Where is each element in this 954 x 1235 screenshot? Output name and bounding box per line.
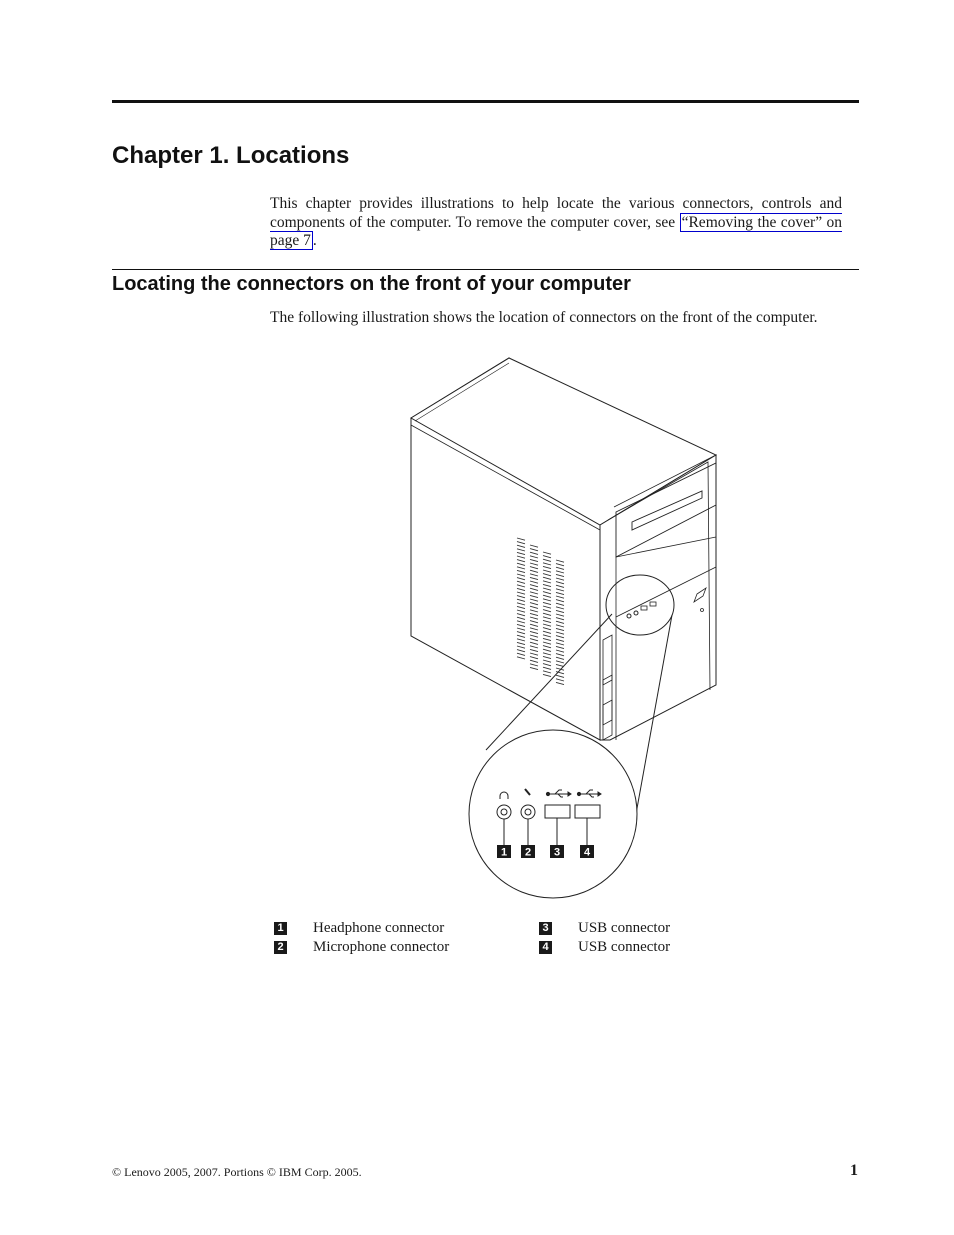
legend-number: 3	[539, 922, 552, 935]
legend-number: 1	[274, 922, 287, 935]
legend-label: Headphone connector	[313, 920, 445, 936]
legend-item	[539, 938, 670, 957]
legend-label: USB connector	[578, 939, 671, 955]
removing-cover-link[interactable]: “Removing the cover” on page 7	[270, 213, 842, 249]
callout-4: 4	[583, 846, 591, 859]
callout-1: 1	[500, 846, 508, 859]
top-rule	[112, 100, 859, 103]
section-paragraph: The following illustration shows the location of connectors on the front of the computer.	[270, 309, 818, 326]
enlarged-view-circle	[469, 730, 637, 898]
legend-label: USB connector	[578, 920, 671, 936]
callout-3: 3	[553, 846, 561, 859]
legend-label: Microphone connector	[313, 939, 450, 955]
intro-end: .	[312, 232, 317, 249]
callout-2: 2	[524, 846, 532, 859]
intro-text: This chapter provides illustrations to help locate the various connectors, controls and components of the computer. To remove the computer cover, see	[270, 195, 842, 231]
page-number: 1	[850, 1162, 858, 1179]
legend-item	[274, 938, 449, 957]
legend-item	[274, 919, 449, 938]
computer-front-illustration	[400, 350, 730, 902]
legend-number: 2	[274, 941, 287, 954]
footer-copyright: © Lenovo 2005, 2007. Portions © IBM Corp. 2005.	[112, 1165, 362, 1179]
section-title: Locating the connectors on the front of your computer	[112, 273, 631, 295]
legend-item	[539, 919, 670, 938]
chapter-title: Chapter 1. Locations	[112, 142, 350, 169]
legend-left	[274, 919, 449, 957]
legend-number: 4	[539, 941, 552, 954]
section-rule	[112, 269, 859, 270]
legend-right	[539, 919, 670, 957]
intro-paragraph	[270, 195, 842, 251]
